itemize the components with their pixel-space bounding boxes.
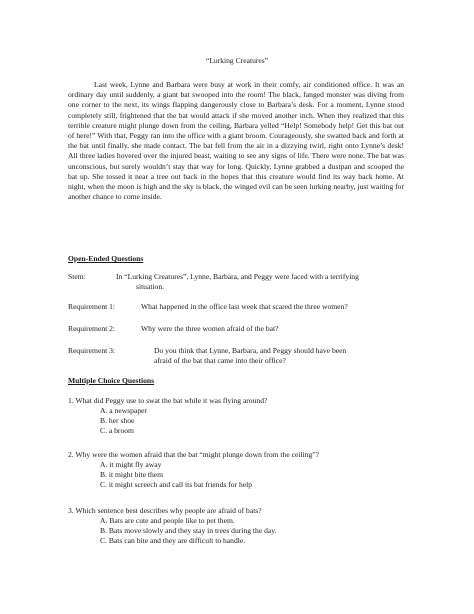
requirement-1-text: What happened in the office last week that scared the three women? — [141, 302, 348, 311]
requirement-2-text: Why were the three women afraid of the bat? — [141, 324, 279, 333]
question-2-option-b: B. it might bite them — [100, 470, 164, 479]
multiple-choice-heading: Multiple Choice Questions — [68, 376, 155, 385]
question-3-option-b: B. Bats move slowly and they stay in trees during the day. — [100, 526, 277, 535]
requirement-3-label: Requirement 3: — [68, 346, 116, 355]
question-1-option-a: A. a newspaper — [100, 406, 148, 415]
stem-text-line1: In “Lurking Creatures”, Lynne, Barbara, and Peggy were faced with a terrifying — [116, 272, 359, 281]
requirement-2-label: Requirement 2: — [68, 324, 116, 333]
question-1-option-b: B. her shoe — [100, 416, 135, 425]
question-2-option-a: A. it might fly away — [100, 460, 162, 469]
question-2-option-c: C. it might screech and call its bat friends for help — [100, 480, 253, 489]
question-3-option-c: C. Bats can bite and they are difficult to handle. — [100, 536, 246, 545]
question-1-option-c: C. a broom — [100, 426, 134, 435]
question-3: 3. Which sentence best describes why people are afraid of bats? — [68, 506, 262, 515]
story-paragraph — [68, 80, 404, 202]
question-1: 1. What did Peggy use to swat the bat while it was flying around? — [68, 396, 268, 405]
question-3-option-a: A. Bats are cute and people like to pet them. — [100, 516, 235, 525]
stem-label: Stem: — [68, 272, 86, 281]
open-ended-heading: Open-Ended Questions — [68, 254, 144, 263]
requirement-1-label: Requirement 1: — [68, 302, 116, 311]
requirement-3-text-line2: afraid of the bat that came into their office? — [154, 356, 286, 365]
requirement-3-text-line1: Do you think that Lynne, Barbara, and Peggy should have been — [154, 346, 347, 355]
story-text: Last week, Lynne and Barbara were busy at work in their comfy, air conditioned office. It was an ordinary day until suddenly, a giant bat swooped into the room! The black, fanged monster was diving from one corner to the next, its wings flapping dangerously close to Barbara’s desk. For a moment, Lynne stood completely still, frightened that the bat would attack if she moved another inch. When they realized that this terrible creature might plunge down from the ceiling, Barbara yelled “Help! Somebody help! Get this bat out of here!” With that, Peggy ran into the office with a giant broom. Courageously, she swatted back and forth at the bat until finally, she made contact. The bat fell from the air in a dizzying twirl, right onto Lynne’s desk! All three ladies hovered over the injured beast, waiting to see any signs of life. There were none. The bat was unconscious, but surely wouldn’t stay that way for long. Quickly, Lynne grabbed a dustpan and scooped the bat up. She tossed it near a tree out back in the hopes that this creature would find its way back home. At night, when the moon is high and the sky is black, the winged evil can be seen lurking nearby, just waiting for another chance to come inside. — [68, 80, 404, 202]
stem-text-line2: situation. — [136, 282, 165, 291]
question-2: 2. Why were the women afraid that the bat “might plunge down from the ceiling”? — [68, 450, 320, 459]
story-title: “Lurking Creatures” — [205, 56, 269, 65]
